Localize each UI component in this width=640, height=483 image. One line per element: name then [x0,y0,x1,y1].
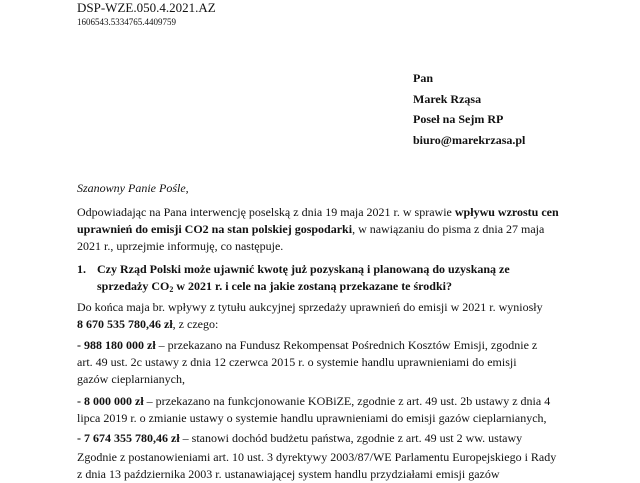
item-2-text-2: lipca 2019 r. o zmianie ustawy o systemie handlu uprawnieniami do emisji gazów cieplarnianych, [77,411,547,425]
item-1-text-1: – przekazano na Fundusz Rekompensat Pośrednich Kosztów Emisji, zgodnie z [155,338,538,352]
intro-paragraph [77,204,567,255]
intro-subject-1: wpływu wzrostu cen [454,205,559,219]
answer-paragraph-1 [77,299,567,333]
item-2-amount: - 8 000 000 zł [77,394,144,408]
answer-item-2 [77,393,567,427]
question-line-2b: w 2021 r. i cele na jakie zostaną przekazane te środki? [173,279,452,293]
intro-text-2: , w nawiązaniu do pisma z dnia 27 maja [352,222,545,236]
addressee-email: biuro@marekrzasa.pl [413,133,526,147]
addressee-position: Poseł na Sejm RP [413,112,504,126]
item-1-amount: - 988 180 000 zł [77,338,156,352]
intro-text-1: Odpowiadając na Pana interwencję poselską z dnia 19 maja 2021 r. w sprawie [77,205,455,219]
item-3-text: – stanowi dochód budżetu państwa, zgodnie z art. 49 ust 2 ww. ustawy [179,431,523,445]
question-1 [77,261,567,295]
item-3-amount: - 7 674 355 780,46 zł [77,431,180,445]
paragraph-2-line-2: z dnia 13 października 2003 r. ustanawiającej system handlu przydziałami emisji gazów [77,467,500,481]
answer-paragraph-2 [77,449,567,483]
document-id: 1606543.5334765.4409759 [77,17,176,27]
item-1-text-2: art. 49 ust. 2c ustawy z dnia 12 czerwca 2015 r. o systemie handlu uprawnieniami do emisji [77,355,517,369]
addressee-name: Marek Rząsa [413,92,482,106]
answer-intro: Do końca maja br. wpływy z tytułu aukcyjnej sprzedaży uprawnień do emisji w 2021 r. wyniosły [77,300,543,314]
total-amount: 8 670 535 780,46 zł [77,317,173,331]
item-1-text-3: gazów cieplarnianych, [77,372,185,386]
reference-number: DSP-WZE.050.4.2021.AZ [77,0,216,15]
intro-subject-2: uprawnień do emisji CO2 na stan polskiej gospodarki [77,222,353,236]
question-line-1: Czy Rząd Polski może ujawnić kwotę już pozyskaną i planowaną do uzyskaną ze [97,262,510,276]
question-line-2a: sprzedaży CO [97,279,170,293]
intro-text-3: 2021 r., uprzejmie informuję, co następuje. [77,239,284,253]
answer-item-3 [77,430,567,447]
addressee-title: Pan [413,71,434,85]
answer-item-1 [77,337,567,388]
co2-subscript: 2 [169,285,174,294]
greeting: Szanowny Panie Pośle, [77,181,189,195]
paragraph-2-line-1: Zgodnie z postanowieniami art. 10 ust. 3 dyrektywy 2003/87/WE Parlamentu Europejskiego i Rady [77,450,557,464]
question-number: 1. [77,262,86,276]
item-2-text-1: – przekazano na funkcjonowanie KOBiZE, zgodnie z art. 49 ust. 2b ustawy z dnia 4 [143,394,551,408]
answer-intro-end: , z czego: [172,317,219,331]
